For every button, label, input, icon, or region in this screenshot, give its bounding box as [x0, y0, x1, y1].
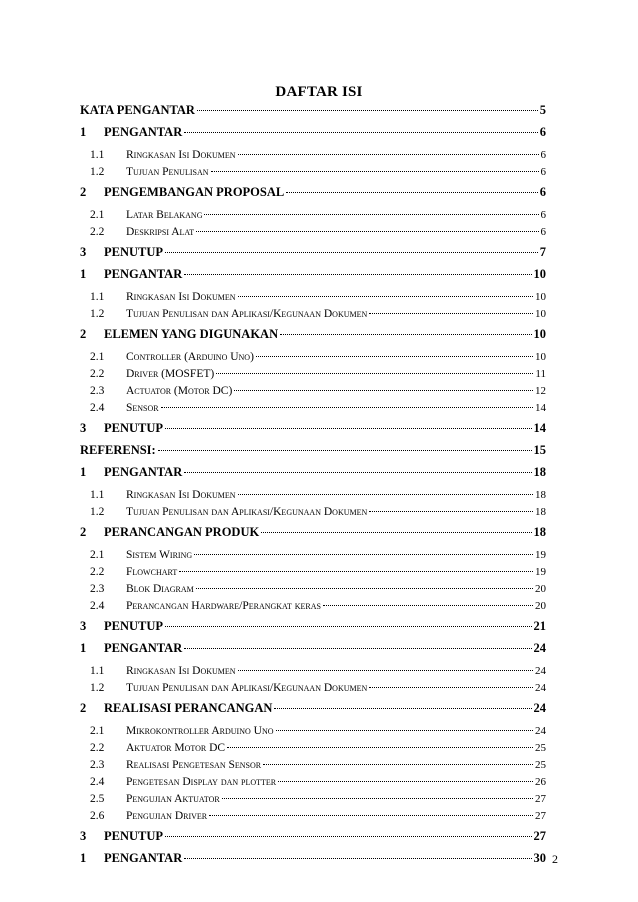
toc-entry-page: 27 [533, 829, 546, 843]
toc-subentry[interactable] [80, 663, 546, 680]
dot-leader [238, 296, 533, 297]
toc-subentry[interactable] [80, 564, 546, 581]
toc-entry-label: Blok Diagram [126, 583, 194, 595]
dot-leader [323, 605, 533, 606]
toc-entry-page: 30 [533, 851, 546, 865]
toc-entry[interactable] [80, 417, 546, 439]
toc-entry-page: 6 [540, 209, 546, 221]
dot-leader [197, 110, 538, 111]
toc-entry-page: 19 [535, 549, 546, 561]
toc-entry-number: 2.2 [90, 742, 105, 754]
toc-entry-label: PENGANTAR [104, 125, 183, 139]
dot-leader [179, 571, 533, 572]
toc-subentry[interactable] [80, 383, 546, 400]
toc-entry-label: Driver (MOSFET) [126, 368, 215, 380]
toc-subentry[interactable] [80, 504, 546, 521]
toc-entry-number: 2 [80, 185, 87, 199]
dot-leader [286, 192, 538, 193]
toc-entry[interactable] [80, 121, 546, 143]
toc-title: DAFTAR ISI [275, 84, 363, 100]
toc-entry[interactable] [80, 181, 546, 203]
toc-entry-number: 2.3 [90, 385, 105, 397]
toc-entry-page: 10 [533, 327, 546, 341]
dot-leader [165, 836, 531, 837]
dot-leader [184, 858, 531, 859]
toc-entry-label: Flowchart [126, 566, 178, 578]
toc-entry-label: Tujuan Penulisan dan Aplikasi/Kegunaan Dokumen [126, 506, 368, 518]
dot-leader [196, 588, 533, 589]
toc-entry-label: Pengujian Aktuator [126, 793, 220, 805]
toc-entry-number: 2.4 [90, 776, 105, 788]
toc-entry-number: 3 [80, 245, 87, 259]
toc-entry-page: 21 [533, 619, 546, 633]
toc-entry-page: 14 [535, 402, 546, 414]
dot-leader [204, 214, 538, 215]
toc-subentry[interactable] [80, 164, 546, 181]
toc-entry[interactable] [80, 697, 546, 719]
toc-entry-page: 14 [533, 421, 546, 435]
toc-entry-label: Ringkasan Isi Dokumen [126, 149, 236, 161]
toc-entry-page: 10 [535, 351, 546, 363]
toc-entry-number: 2.1 [90, 549, 105, 561]
toc-list [80, 99, 546, 869]
dot-leader [227, 747, 533, 748]
toc-subentry[interactable] [80, 289, 546, 306]
toc-entry-label: Aktuator Motor DC [126, 742, 226, 754]
toc-entry-number: 2.2 [90, 566, 105, 578]
toc-entry[interactable] [80, 847, 546, 869]
toc-entry-number: 1 [80, 851, 87, 865]
toc-entry-number: 1 [80, 641, 87, 655]
toc-entry-label: Pengujian Driver [126, 810, 208, 822]
toc-entry-number: 1.1 [90, 291, 105, 303]
toc-subentry[interactable] [80, 740, 546, 757]
toc-entry-label: Actuator (Motor DC) [126, 385, 233, 397]
toc-entry-page: 6 [540, 166, 546, 178]
toc-subentry[interactable] [80, 581, 546, 598]
toc-subentry[interactable] [80, 757, 546, 774]
toc-entry-number: 2.3 [90, 759, 105, 771]
dot-leader [280, 334, 531, 335]
toc-subentry[interactable] [80, 547, 546, 564]
toc-entry-number: 2 [80, 525, 87, 539]
toc-entry-page: 12 [535, 385, 546, 397]
toc-entry-number: 2.1 [90, 725, 105, 737]
toc-entry-label: KATA PENGANTAR [80, 103, 195, 117]
toc-entry-number: 1.2 [90, 308, 105, 320]
dot-leader [234, 390, 533, 391]
toc-entry-page: 6 [540, 149, 546, 161]
toc-subentry[interactable] [80, 791, 546, 808]
toc-entry-number: 1.1 [90, 489, 105, 501]
dot-leader [238, 154, 539, 155]
dot-leader [216, 373, 533, 374]
toc-entry-page: 18 [535, 506, 546, 518]
dot-leader [274, 708, 531, 709]
toc-entry-label: Pengetesan Display dan plotter [126, 776, 277, 788]
toc-entry[interactable] [80, 461, 546, 483]
dot-leader [276, 730, 534, 731]
toc-entry-label: Latar Belakang [126, 209, 203, 221]
dot-leader [211, 171, 539, 172]
toc-entry-label: Mikrokontroller Arduino Uno [126, 725, 274, 737]
toc-entry-number: 1 [80, 465, 87, 479]
toc-entry-number: 2.5 [90, 793, 105, 805]
toc-subentry[interactable] [80, 306, 546, 323]
toc-entry-label: Tujuan Penulisan [126, 166, 209, 178]
dot-leader [184, 472, 531, 473]
toc-entry-page: 18 [535, 489, 546, 501]
dot-leader [194, 554, 533, 555]
dot-leader [369, 511, 533, 512]
dot-leader [261, 532, 531, 533]
toc-subentry[interactable] [80, 680, 546, 697]
toc-entry-page: 25 [535, 759, 546, 771]
dot-leader [256, 356, 533, 357]
toc-entry-page: 27 [535, 810, 546, 822]
dot-leader [158, 450, 532, 451]
toc-entry-page: 6 [539, 185, 546, 199]
toc-entry-label: REFERENSI: [80, 443, 156, 457]
toc-entry-label: ELEMEN YANG DIGUNAKAN [104, 327, 279, 341]
toc-entry-page: 24 [533, 701, 546, 715]
toc-subentry[interactable] [80, 366, 546, 383]
page-number: 2 [552, 852, 558, 866]
toc-subentry[interactable] [80, 808, 546, 825]
toc-entry-label: Controller (Arduino Uno) [126, 351, 254, 363]
toc-entry-label: Realisasi Pengetesan Sensor [126, 759, 262, 771]
toc-entry[interactable] [80, 615, 546, 637]
dot-leader [196, 231, 538, 232]
toc-entry[interactable] [80, 263, 546, 285]
toc-entry-label: PERANCANGAN PRODUK [104, 525, 260, 539]
dot-leader [222, 798, 533, 799]
toc-entry-page: 7 [539, 245, 546, 259]
toc-entry-label: REALISASI PERANCANGAN [104, 701, 273, 715]
toc-subentry[interactable] [80, 349, 546, 366]
toc-entry-label: PENGEMBANGAN PROPOSAL [104, 185, 285, 199]
toc-entry[interactable] [80, 99, 546, 121]
toc-entry-label: PENGANTAR [104, 641, 183, 655]
toc-entry[interactable] [80, 637, 546, 659]
toc-entry-page: 18 [533, 525, 546, 539]
toc-entry[interactable] [80, 825, 546, 847]
dot-leader [369, 687, 533, 688]
toc-subentry[interactable] [80, 224, 546, 241]
dot-leader [238, 670, 533, 671]
toc-entry-number: 3 [80, 829, 87, 843]
toc-entry-label: Perancangan Hardware/Perangkat keras [126, 600, 321, 612]
toc-entry-page: 24 [535, 665, 546, 677]
dot-leader [184, 648, 531, 649]
toc-entry-label: PENGANTAR [104, 267, 183, 281]
toc-entry-label: PENUTUP [104, 829, 164, 843]
dot-leader [209, 815, 533, 816]
toc-entry-page: 5 [539, 103, 546, 117]
toc-entry-page: 24 [533, 641, 546, 655]
toc-entry-label: PENGANTAR [104, 851, 183, 865]
dot-leader [278, 781, 533, 782]
toc-entry-number: 3 [80, 421, 87, 435]
dot-leader [263, 764, 533, 765]
toc-entry[interactable] [80, 439, 546, 461]
toc-entry-label: Ringkasan Isi Dokumen [126, 665, 236, 677]
toc-entry-label: PENUTUP [104, 619, 164, 633]
toc-entry-number: 2.3 [90, 583, 105, 595]
toc-entry-page: 11 [535, 368, 546, 380]
toc-entry-number: 2.4 [90, 402, 105, 414]
dot-leader [165, 252, 538, 253]
toc-entry-number: 1.2 [90, 682, 105, 694]
dot-leader [184, 132, 538, 133]
dot-leader [238, 494, 533, 495]
toc-entry-label: Tujuan Penulisan dan Aplikasi/Kegunaan Dokumen [126, 682, 368, 694]
toc-entry-number: 2.4 [90, 600, 105, 612]
toc-entry-number: 3 [80, 619, 87, 633]
toc-entry-number: 2.1 [90, 209, 105, 221]
toc-entry-label: Sensor [126, 402, 159, 414]
toc-entry[interactable] [80, 241, 546, 263]
toc-entry-label: Deskripsi Alat [126, 226, 195, 238]
toc-subentry[interactable] [80, 598, 546, 615]
toc-entry-label: PENGANTAR [104, 465, 183, 479]
toc-subentry[interactable] [80, 774, 546, 791]
toc-subentry[interactable] [80, 147, 546, 164]
toc-entry-label: Tujuan Penulisan dan Aplikasi/Kegunaan Dokumen [126, 308, 368, 320]
toc-entry-number: 1 [80, 267, 87, 281]
toc-entry-page: 20 [535, 600, 546, 612]
toc-entry-number: 2.6 [90, 810, 105, 822]
toc-entry-page: 10 [533, 267, 546, 281]
toc-entry-page: 26 [535, 776, 546, 788]
toc-subentry[interactable] [80, 487, 546, 504]
toc-subentry[interactable] [80, 723, 546, 740]
toc-entry-page: 20 [535, 583, 546, 595]
toc-entry-number: 1.1 [90, 149, 105, 161]
toc-entry-number: 1.1 [90, 665, 105, 677]
dot-leader [165, 428, 531, 429]
toc-entry-number: 2.2 [90, 226, 105, 238]
toc-entry-label: Sistem Wiring [126, 549, 193, 561]
toc-subentry[interactable] [80, 207, 546, 224]
toc-subentry[interactable] [80, 400, 546, 417]
toc-entry[interactable] [80, 521, 546, 543]
toc-entry-page: 6 [539, 125, 546, 139]
toc-entry-page: 27 [535, 793, 546, 805]
toc-entry-page: 10 [535, 291, 546, 303]
toc-entry[interactable] [80, 323, 546, 345]
toc-entry-number: 2 [80, 327, 87, 341]
toc-entry-number: 1.2 [90, 506, 105, 518]
toc-entry-number: 1 [80, 125, 87, 139]
toc-entry-number: 2.2 [90, 368, 105, 380]
dot-leader [369, 313, 533, 314]
toc-entry-number: 2 [80, 701, 87, 715]
toc-entry-page: 24 [535, 725, 546, 737]
toc-entry-label: Ringkasan Isi Dokumen [126, 489, 236, 501]
toc-entry-label: Ringkasan Isi Dokumen [126, 291, 236, 303]
toc-entry-label: PENUTUP [104, 421, 164, 435]
toc-entry-page: 6 [540, 226, 546, 238]
dot-leader [161, 407, 533, 408]
toc-entry-page: 24 [535, 682, 546, 694]
toc-entry-number: 1.2 [90, 166, 105, 178]
dot-leader [165, 626, 531, 627]
toc-entry-page: 19 [535, 566, 546, 578]
toc-entry-page: 15 [533, 443, 546, 457]
toc-entry-label: PENUTUP [104, 245, 164, 259]
toc-entry-page: 25 [535, 742, 546, 754]
toc-entry-page: 10 [535, 308, 546, 320]
toc-entry-number: 2.1 [90, 351, 105, 363]
toc-entry-page: 18 [533, 465, 546, 479]
dot-leader [184, 274, 531, 275]
